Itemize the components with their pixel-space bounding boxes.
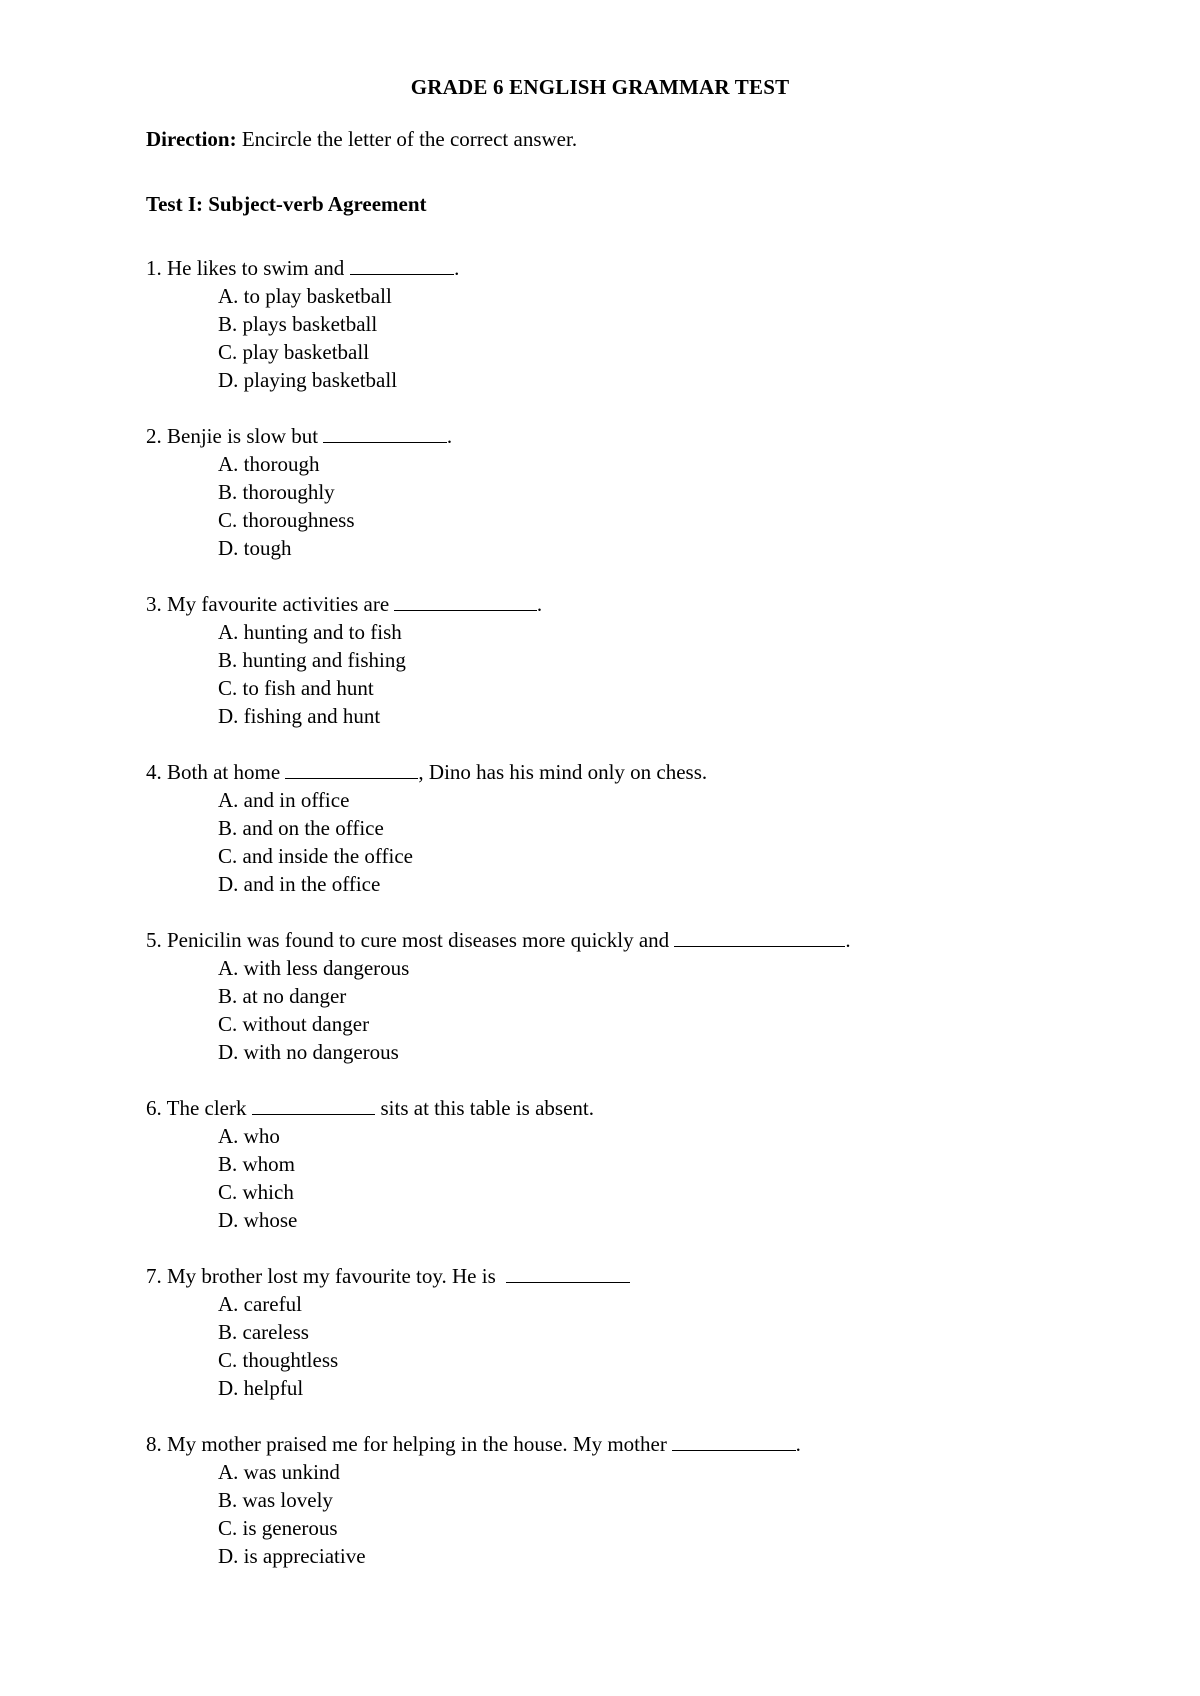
answer-option[interactable]: C. which [218,1180,294,1204]
answer-option[interactable]: D. is appreciative [218,1544,366,1568]
answer-option[interactable]: D. tough [218,536,292,560]
question-stem [146,1094,1146,1122]
answer-blank [350,254,455,275]
question-text-after: sits at this table is absent. [375,1096,594,1120]
direction-text: Encircle the letter of the correct answer. [236,127,578,151]
answer-blank [394,590,537,611]
page-title: GRADE 6 ENGLISH GRAMMAR TEST [410,75,790,99]
answer-option[interactable]: B. at no danger [218,984,347,1008]
direction-label: Direction: [146,127,237,151]
question-text-after: . [536,592,543,616]
answer-option[interactable]: C. thoroughness [218,508,355,532]
question-text-before: 4. Both at home [146,760,286,784]
answer-option[interactable]: A. hunting and to fish [218,620,402,644]
answer-blank [285,758,418,779]
answer-option[interactable]: C. to fish and hunt [218,676,374,700]
question-text-after: , Dino has his mind only on chess. [418,760,708,784]
question-3 [146,590,1146,758]
answer-option[interactable]: D. whose [218,1208,298,1232]
question-text-before: 2. Benjie is slow but [146,424,324,448]
question-text-after: . [446,424,453,448]
answer-options [146,1122,1146,1234]
question-text-after: . [454,256,460,280]
answer-option[interactable]: C. thoughtless [218,1348,339,1372]
answer-option[interactable]: A. and in office [218,788,350,812]
answer-option[interactable]: B. was lovely [218,1488,333,1512]
question-8 [146,1430,1146,1598]
question-stem [146,422,1146,450]
answer-option[interactable]: D. with no dangerous [218,1040,399,1064]
answer-option[interactable]: C. play basketball [218,340,370,364]
answer-options [146,282,1146,394]
answer-option[interactable]: C. and inside the office [218,844,413,868]
answer-blank [323,422,447,443]
answer-option[interactable]: C. is generous [218,1516,338,1540]
question-text-before: 3. My favourite activities are [146,592,395,616]
answer-options [146,1290,1146,1402]
question-stem [146,1262,1146,1290]
answer-option[interactable]: B. thoroughly [218,480,335,504]
answer-option[interactable]: A. careful [218,1292,302,1316]
answer-option[interactable]: A. was unkind [218,1460,340,1484]
answer-option[interactable]: C. without danger [218,1012,370,1036]
question-4 [146,758,1146,926]
answer-blank [252,1094,376,1115]
question-stem [146,926,1146,954]
question-5 [146,926,1146,1094]
answer-option[interactable]: D. and in the office [218,872,381,896]
question-1 [146,254,1146,422]
answer-options [146,954,1146,1066]
question-2 [146,422,1146,590]
question-text-before: 1. He likes to swim and [146,256,350,280]
answer-option[interactable]: A. who [218,1124,280,1148]
answer-option[interactable]: B. plays basketball [218,312,378,336]
answer-option[interactable]: B. careless [218,1320,309,1344]
answer-blank [506,1262,630,1283]
answer-options [146,618,1146,730]
answer-options [146,450,1146,562]
question-stem [146,758,1146,786]
answer-blank [674,926,845,947]
question-6 [146,1094,1146,1262]
answer-options [146,786,1146,898]
test-heading: Test I: Subject-verb Agreement [146,192,427,216]
answer-option[interactable]: A. thorough [218,452,320,476]
question-list [146,254,1146,1598]
answer-options [146,1458,1146,1570]
direction-line [146,126,577,152]
answer-option[interactable]: B. and on the office [218,816,384,840]
answer-option[interactable]: D. helpful [218,1376,304,1400]
answer-option[interactable]: B. whom [218,1152,296,1176]
question-stem [146,590,1146,618]
question-text-after: . [795,1432,801,1456]
answer-option[interactable]: A. with less dangerous [218,956,410,980]
answer-option[interactable]: D. fishing and hunt [218,704,381,728]
answer-blank [672,1430,796,1451]
question-text-before: 5. Penicilin was found to cure most diseases more quickly and [146,928,675,952]
question-stem [146,254,1146,282]
question-text-before: 7. My brother lost my favourite toy. He is [146,1264,507,1288]
question-7 [146,1262,1146,1430]
answer-option[interactable]: D. playing basketball [218,368,398,392]
question-text-before: 8. My mother praised me for helping in the house. My mother [146,1432,673,1456]
question-text-before: 6. The clerk [146,1096,252,1120]
answer-option[interactable]: B. hunting and fishing [218,648,406,672]
question-stem [146,1430,1146,1458]
question-text-after: . [845,928,851,952]
answer-option[interactable]: A. to play basketball [218,284,392,308]
